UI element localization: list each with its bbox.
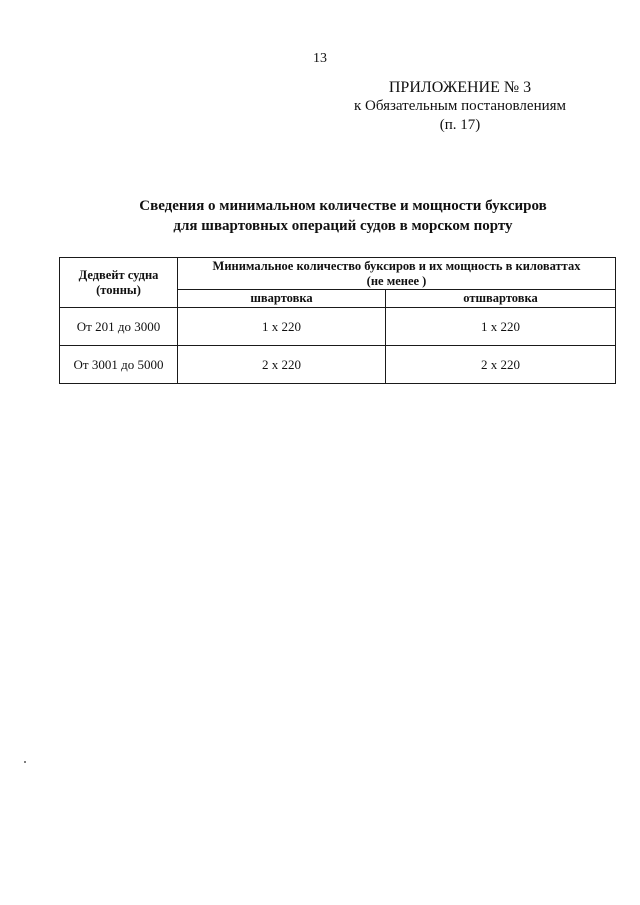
- table-row: [60, 308, 616, 346]
- header-tug-requirements-line-2: (не менее ): [366, 273, 427, 288]
- header-deadweight-line-1: Дедвейт судна: [78, 267, 159, 282]
- header-deadweight-line-2: (тонны): [96, 282, 141, 297]
- header-deadweight: [60, 258, 178, 308]
- cell-deadweight: От 3001 до 5000: [60, 346, 178, 384]
- cell-mooring: 2 x 220: [178, 346, 386, 384]
- cell-unmooring: 2 x 220: [386, 346, 616, 384]
- appendix-header: [330, 78, 590, 135]
- cell-deadweight: От 201 до 3000: [60, 308, 178, 346]
- header-tug-requirements-line-1: Минимальное количество буксиров и их мощность в киловаттах: [212, 258, 581, 273]
- cell-mooring: 1 x 220: [178, 308, 386, 346]
- header-unmooring: отшвартовка: [386, 290, 616, 308]
- header-tug-requirements: [178, 258, 616, 290]
- appendix-title: ПРИЛОЖЕНИЕ № 3: [388, 79, 532, 96]
- appendix-reference: к Обязательным постановлениям: [353, 98, 567, 114]
- document-title-line-1: Сведения о минимальном количестве и мощности буксиров: [139, 198, 547, 214]
- page-number: 13: [313, 51, 327, 66]
- appendix-clause: (п. 17): [439, 117, 481, 133]
- cell-unmooring: 1 x 220: [386, 308, 616, 346]
- table-row: [60, 346, 616, 384]
- scan-speck: [24, 761, 26, 763]
- header-mooring: швартовка: [178, 290, 386, 308]
- document-title-line-2: для швартовных операций судов в морском порту: [173, 218, 513, 234]
- document-title: [0, 196, 640, 236]
- tugs-table: [59, 257, 616, 384]
